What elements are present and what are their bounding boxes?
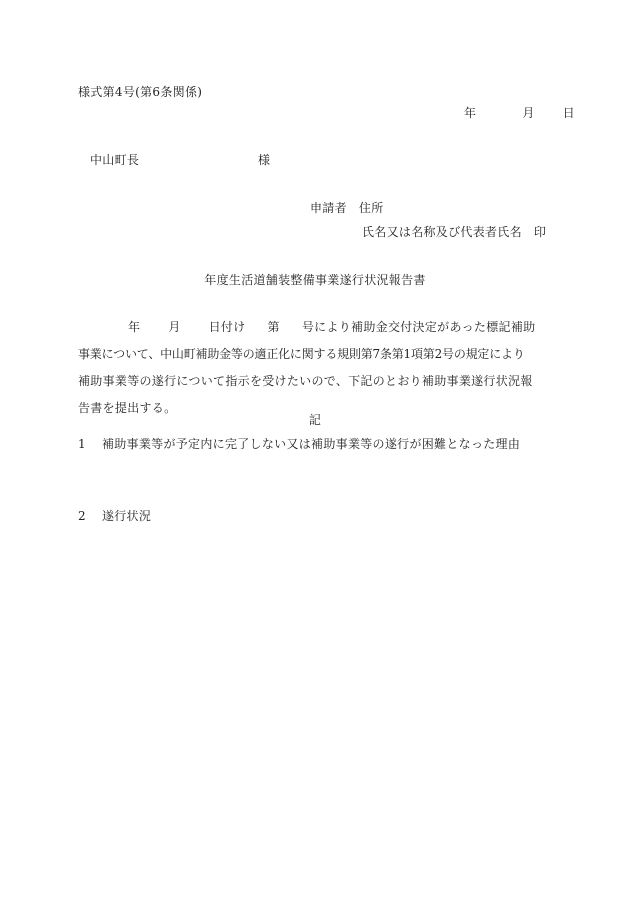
name-line (362, 224, 546, 240)
applicant-label: 申請者 (310, 201, 347, 215)
body-month: 月 (168, 320, 181, 334)
item-2-text: 遂行状況 (101, 509, 152, 523)
body-line-4: 告書を提出する。 (78, 401, 177, 415)
address-label: 住所 (358, 201, 384, 215)
recipient-honorific: 様 (258, 153, 271, 167)
form-number: 様式第4号(第6条関係) (78, 85, 203, 99)
body-line-2: 事業について、中山町補助金等の適正化に関する規則第7条第1項第2号の規定により (78, 347, 525, 361)
body-number-prefix: 第 (267, 320, 280, 334)
body-year: 年 (128, 320, 141, 334)
date-day: 日 (562, 106, 575, 120)
item-1-number: 1 (78, 437, 86, 451)
item-1 (78, 436, 520, 452)
body-line-1 (78, 314, 554, 341)
ki-marker: 記 (308, 413, 322, 427)
item-2 (78, 508, 151, 524)
seal-mark: 印 (533, 225, 547, 239)
body-line-3: 補助事業等の遂行について指示を受けたいので、下記のとおり補助事業遂行状況報 (78, 374, 533, 388)
document-title: 年度生活道舗装整備事業遂行状況報告書 (204, 273, 426, 287)
body-paragraph (78, 314, 554, 422)
body-number-suffix: 号により補助金交付決定があった標記補助 (301, 320, 536, 334)
item-2-number: 2 (78, 509, 86, 523)
recipient-name: 中山町長 (90, 153, 140, 167)
body-date-suffix: 日付け (208, 320, 246, 334)
date-line (464, 105, 575, 121)
date-month: 月 (522, 106, 535, 120)
item-1-text: 補助事業等が予定内に完了しない又は補助事業等の遂行が困難となった理由 (101, 437, 521, 451)
name-label: 氏名又は名称及び代表者氏名 (362, 225, 522, 239)
applicant-line (310, 200, 384, 216)
date-year: 年 (464, 106, 477, 120)
